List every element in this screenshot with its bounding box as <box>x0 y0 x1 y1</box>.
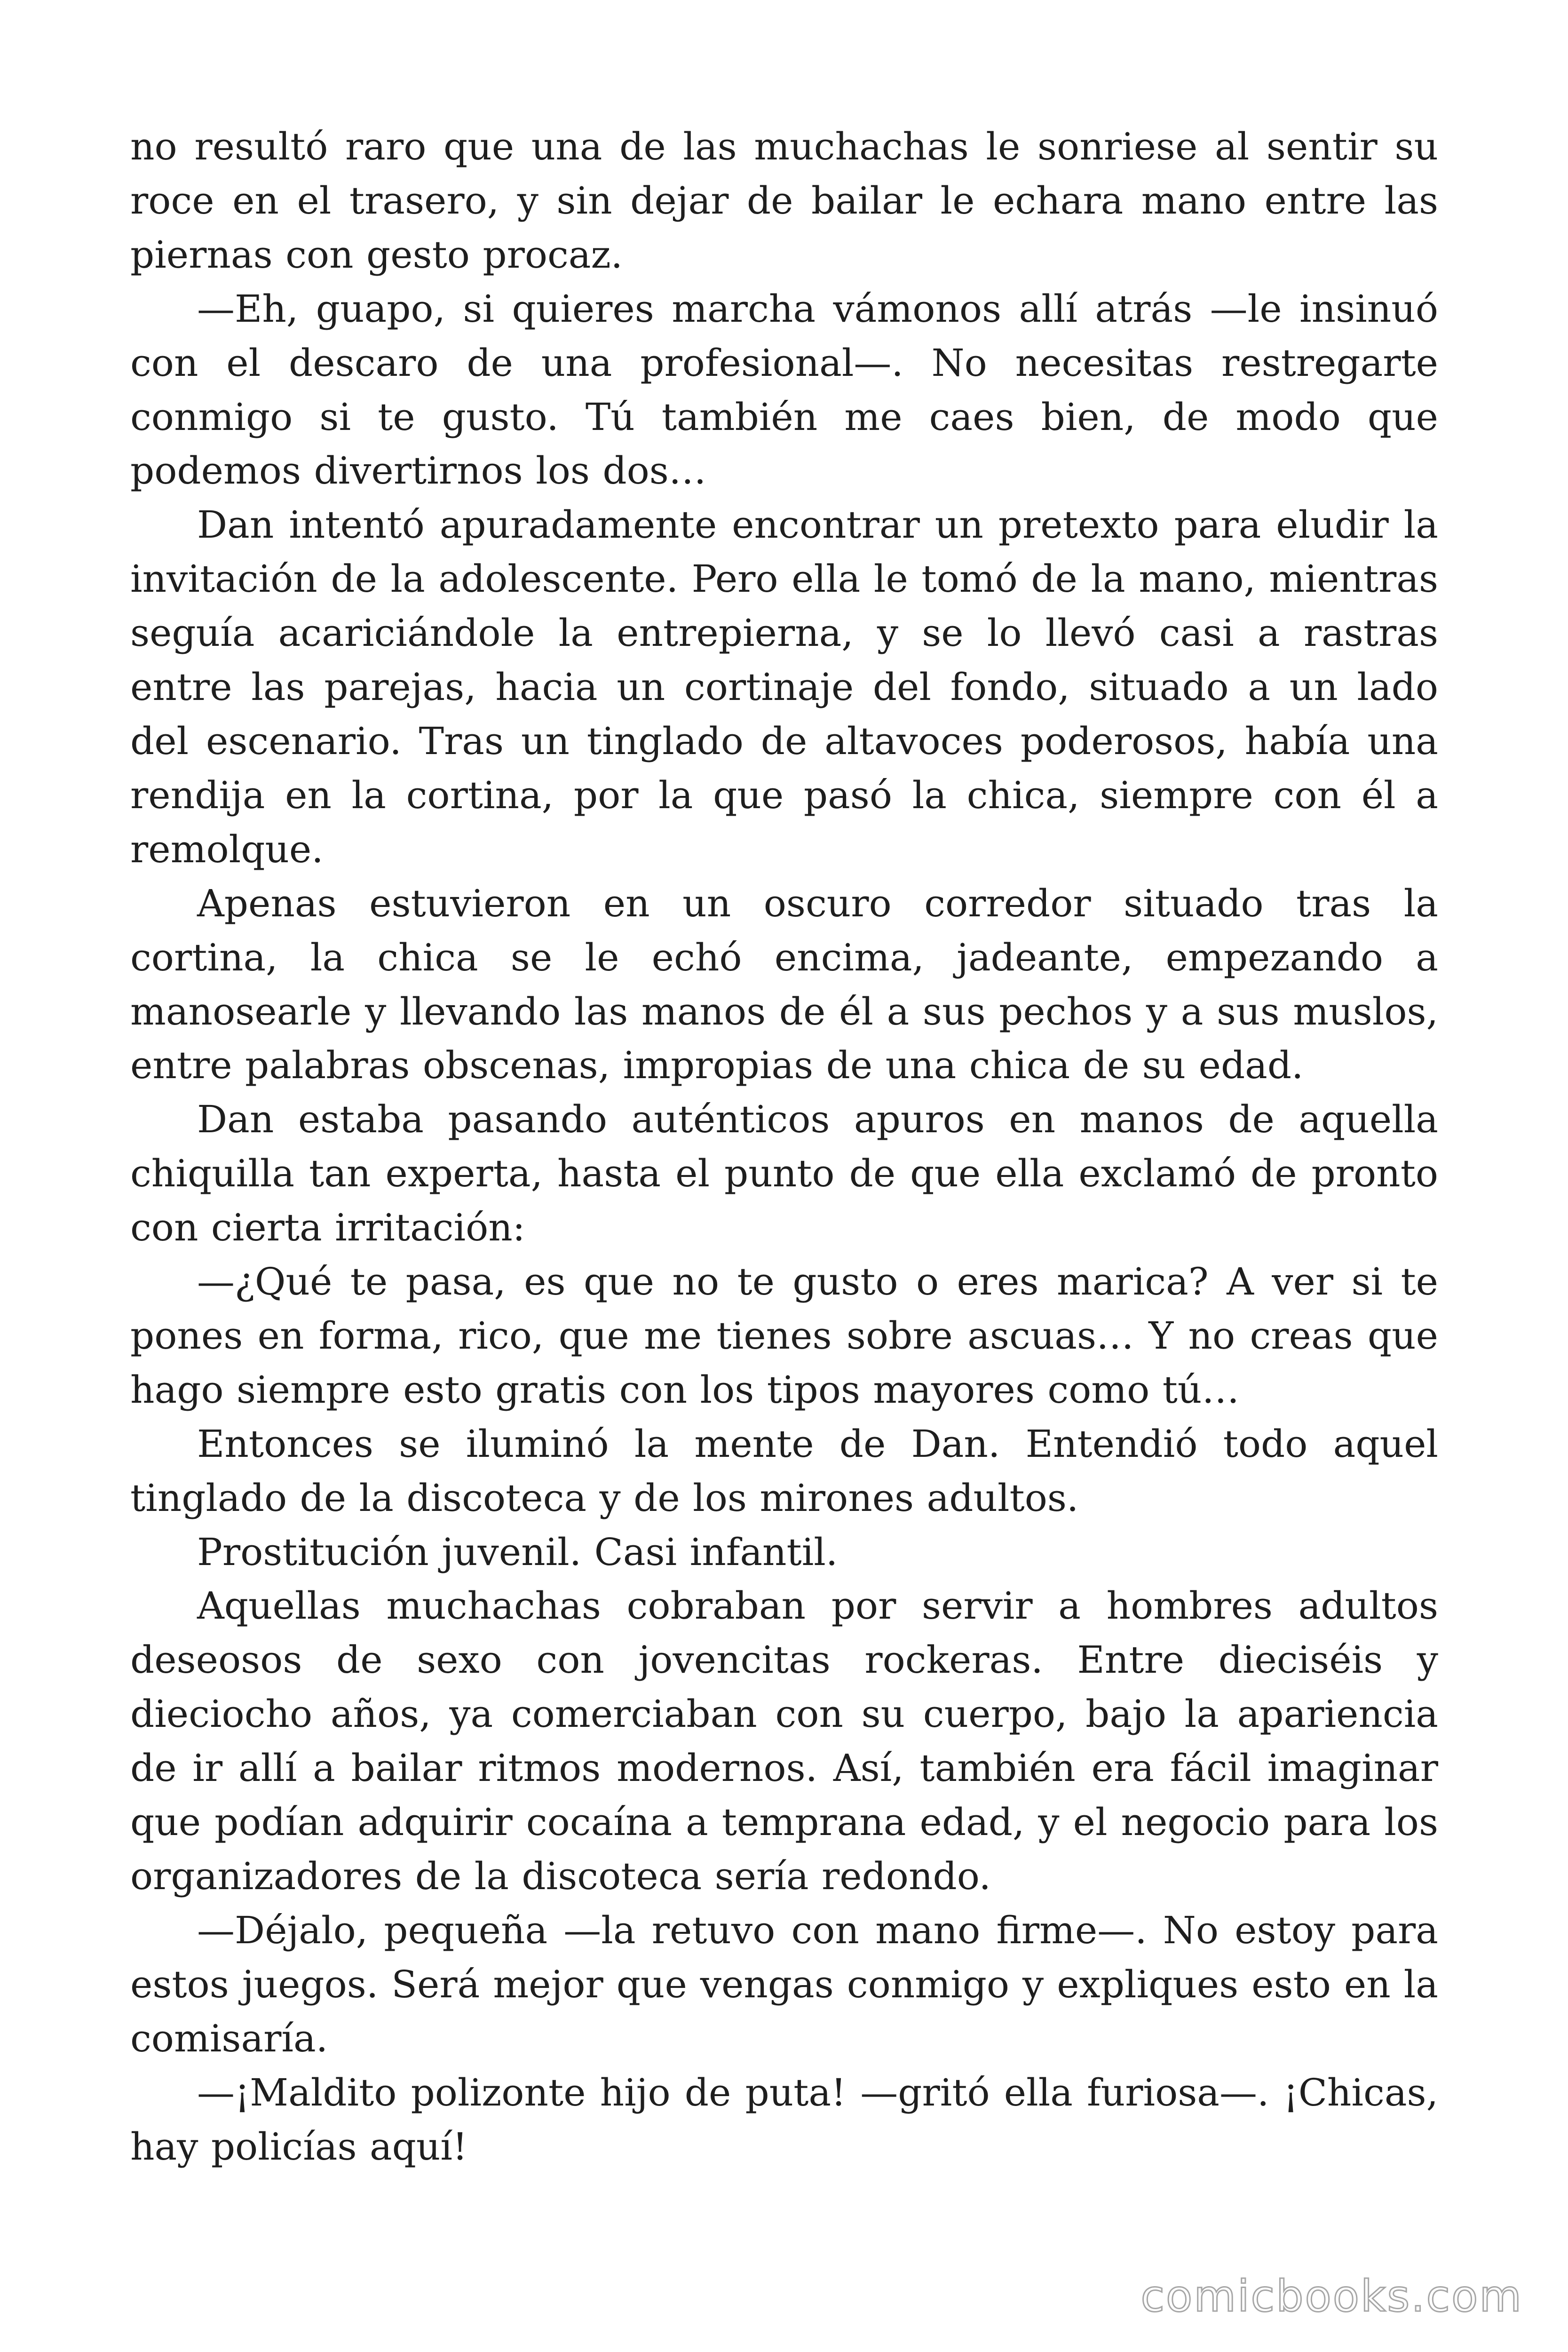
page-body <box>130 120 1438 2174</box>
paragraph: —Eh, guapo, si quieres marcha vámonos allí atrás —le insinuó con el descaro de una profesional—. No necesitas restregarte conmigo si te gusto. Tú también me caes bien, de modo que podemos divertirnos los dos… <box>130 286 1438 493</box>
paragraph: Entonces se iluminó la mente de Dan. Entendió todo aquel tinglado de la discoteca y de los mirones adultos. <box>130 1422 1438 1520</box>
paragraph: no resultó raro que una de las muchachas le sonriese al sentir su roce en el trasero, y sin dejar de bailar le echara mano entre las piernas con gesto procaz. <box>130 125 1438 277</box>
paragraph: Apenas estuvieron en un oscuro corredor situado tras la cortina, la chica se le echó encima, jadeante, empezando a manosearle y llevando las manos de él a sus pechos y a sus muslos, entre palabras obscenas, impropias de una chica de su edad. <box>130 881 1438 1088</box>
paragraph: Dan estaba pasando auténticos apuros en manos de aquella chiquilla tan experta, hasta el punto de que ella exclamó de pronto con cierta irritación: <box>130 1097 1438 1250</box>
watermark-logo: comicbooks.com <box>1140 2271 1523 2321</box>
paragraph: —Déjalo, pequeña —la retuvo con mano firme—. No estoy para estos juegos. Será mejor que vengas conmigo y expliques esto en la comisaría. <box>130 1908 1438 2060</box>
paragraph: Dan intentó apuradamente encontrar un pretexto para eludir la invitación de la adolescente. Pero ella le tomó de la mano, mientras seguía acariciándole la entrepierna, y se lo llevó casi a rastras entre las parejas, hacia un cortinaje del fondo, situado a un lado del escenario. Tras un tinglado de altavoces poderosos, había una rendija en la cortina, por la que pasó la chica, siempre con él a remolque. <box>130 503 1438 871</box>
paragraph: —¿Qué te pasa, es que no te gusto o eres marica? A ver si te pones en forma, rico, que me tienes sobre ascuas… Y no creas que hago siempre esto gratis con los tipos mayores como tú… <box>130 1260 1438 1412</box>
paragraph: Prostitución juvenil. Casi infantil. <box>197 1530 838 1574</box>
paragraph: Aquellas muchachas cobraban por servir a hombres adultos deseosos de sexo con jovencitas rockeras. Entre dieciséis y dieciocho años, ya comerciaban con su cuerpo, bajo la apariencia de ir allí a bailar ritmos modernos. Así, también era fácil imaginar que podían adquirir cocaína a temprana edad, y el negocio para los organizadores de la discoteca sería redondo. <box>130 1584 1438 1898</box>
paragraph: —¡Maldito polizonte hijo de puta! —gritó ella furiosa—. ¡Chicas, hay policías aquí! <box>130 2070 1438 2169</box>
